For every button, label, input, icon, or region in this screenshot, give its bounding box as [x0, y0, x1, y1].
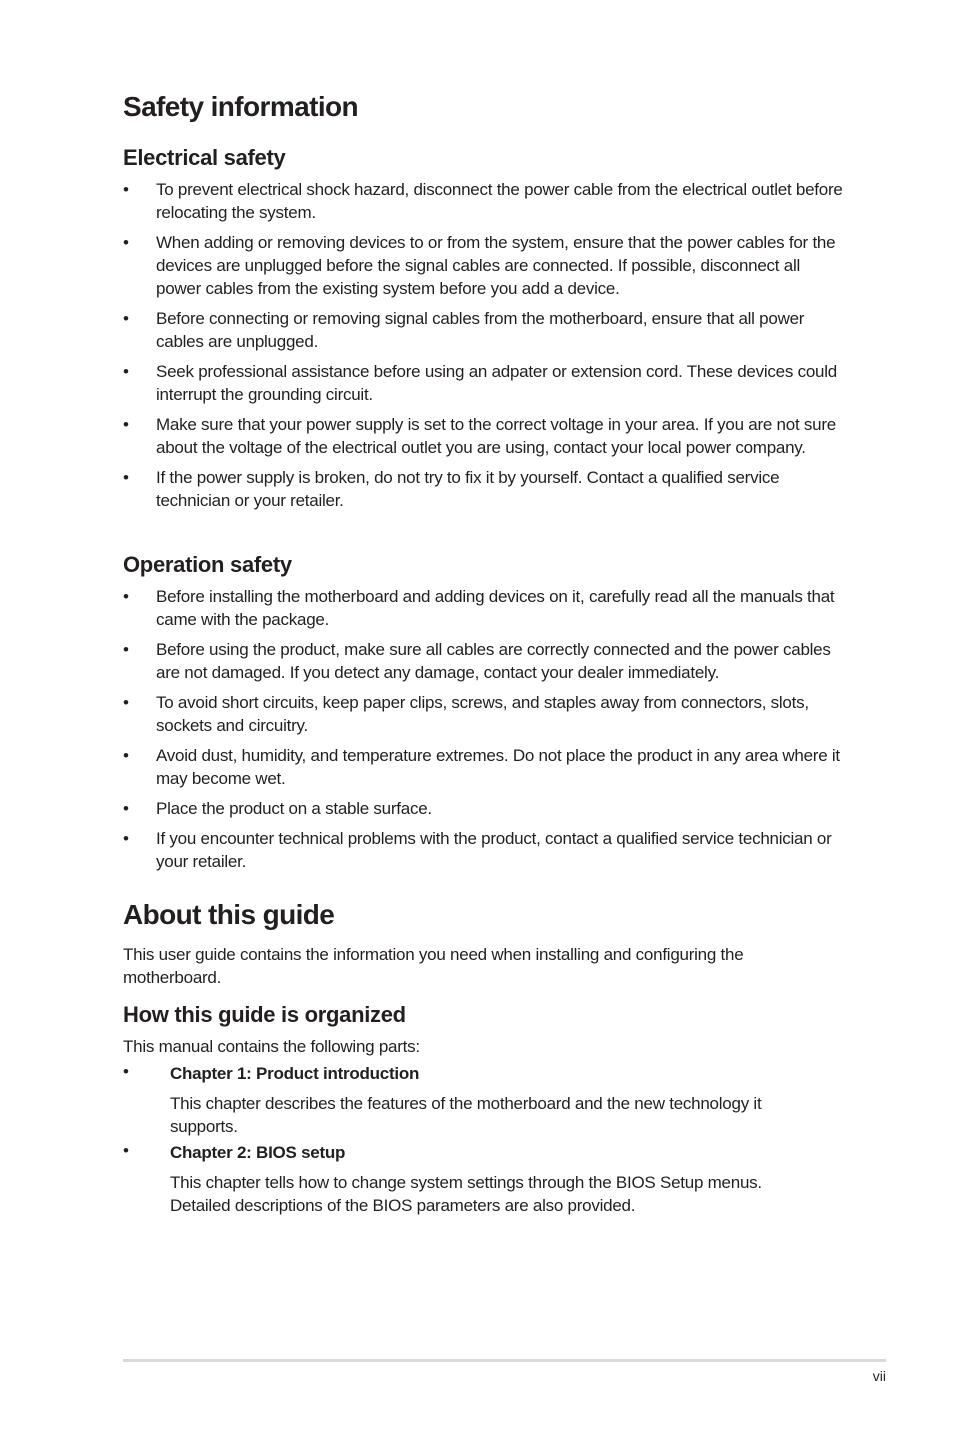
list-item: • Before installing the motherboard and adding devices on it, carefully read all the manuals that came with the package. [123, 587, 835, 630]
about-guide-title: About this guide [123, 899, 335, 930]
guide-organization-heading: How this guide is organized [123, 1002, 406, 1027]
list-item: • Place the product on a stable surface. [123, 797, 843, 820]
safety-information-title: Safety information [123, 91, 359, 122]
chapter-list [123, 1062, 843, 1217]
list-item: • Before connecting or removing signal cables from the motherboard, ensure that all power cables are unplugged. [123, 309, 805, 352]
guide-organization-intro: This manual contains the following parts: [123, 1037, 420, 1056]
electrical-safety-heading: Electrical safety [123, 145, 286, 170]
list-item: • Make sure that your power supply is set to the correct voltage in your area. If you are not sure about the voltage of the electrical outlet you are using, contact your local power company. [123, 415, 836, 458]
bullet-icon: • [123, 180, 129, 199]
bullet-icon: • [123, 799, 129, 818]
bullet-icon: • [123, 362, 129, 382]
list-item: • To avoid short circuits, keep paper clips, screws, and staples away from connectors, slots, sockets and circuitry. [123, 693, 809, 736]
bullet-icon: • [123, 746, 129, 765]
chapter-item [123, 1141, 843, 1217]
chapter-item [123, 1062, 843, 1138]
operation-safety-list [123, 585, 843, 880]
list-item: • Seek professional assistance before using an adpater or extension cord. These devices could interrupt the grounding circuit. [123, 362, 837, 405]
chapter-description: This chapter describes the features of the motherboard and the new technology it supports. [170, 1094, 762, 1136]
bullet-icon: • [123, 1062, 129, 1081]
bullet-icon: • [123, 828, 129, 848]
bullet-icon: • [123, 693, 129, 712]
bullet-icon: • [123, 1141, 129, 1160]
page-number: vii [872, 1368, 886, 1384]
list-item: • If you encounter technical problems with the product, contact a qualified service technician or your retailer. [123, 828, 832, 871]
chapter-title: Chapter 1: Product introduction [170, 1064, 420, 1083]
list-item: • Avoid dust, humidity, and temperature extremes. Do not place the product in any area where it may become wet. [123, 746, 840, 789]
bullet-icon: • [123, 587, 129, 606]
bullet-icon: • [123, 468, 129, 488]
list-item: • Before using the product, make sure all cables are correctly connected and the power cables are not damaged. If you detect any damage, contact your dealer immediately. [123, 640, 831, 683]
chapter-description: This chapter tells how to change system settings through the BIOS Setup menus. Detailed descriptions of the BIOS parameters are also provided. [170, 1173, 762, 1215]
bullet-icon: • [123, 415, 129, 435]
chapter-title: Chapter 2: BIOS setup [170, 1143, 346, 1162]
about-guide-intro: This user guide contains the information you need when installing and configuring the motherboard. [123, 945, 744, 987]
electrical-safety-list [123, 178, 843, 519]
list-item: • When adding or removing devices to or from the system, ensure that the power cables for the devices are unplugged before the signal cables are connected. If possible, disconnect all power cables from the existing system before you add a device. [123, 233, 836, 299]
bullet-icon: • [123, 640, 129, 659]
footer-divider [123, 1359, 886, 1362]
list-item: • To prevent electrical shock hazard, disconnect the power cable from the electrical outlet before relocating the system. [123, 180, 843, 223]
bullet-icon: • [123, 309, 129, 329]
list-item: • If the power supply is broken, do not try to fix it by yourself. Contact a qualified service technician or your retailer. [123, 468, 780, 511]
bullet-icon: • [123, 233, 129, 252]
operation-safety-heading: Operation safety [123, 552, 292, 577]
